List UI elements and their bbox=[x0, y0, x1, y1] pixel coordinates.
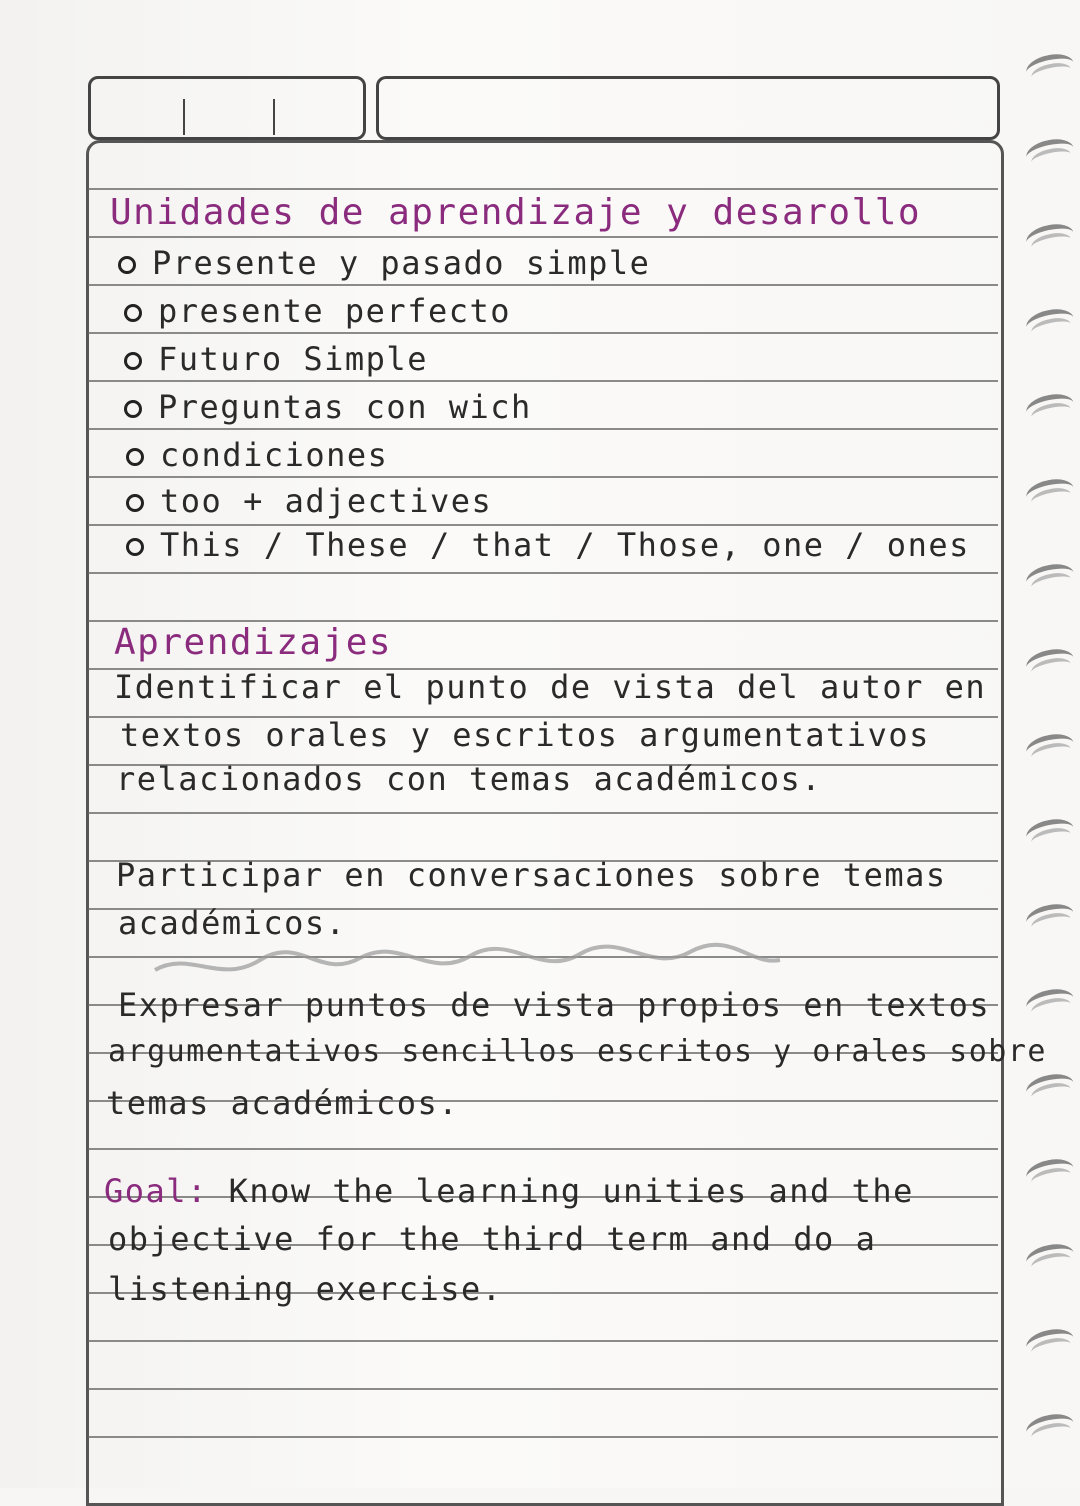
bullet-icon bbox=[126, 448, 144, 466]
learning-line: Participar en conversaciones sobre temas bbox=[116, 856, 947, 894]
units-heading: Unidades de aprendizaje y desarollo bbox=[110, 192, 922, 233]
bullet-icon bbox=[126, 538, 144, 556]
goal-line bbox=[104, 1172, 914, 1210]
unit-label: Preguntas con wich bbox=[158, 388, 532, 426]
learning-line: temas académicos. bbox=[106, 1084, 460, 1122]
unit-item bbox=[118, 244, 650, 282]
learning-line: relacionados con temas académicos. bbox=[116, 760, 823, 798]
unit-item bbox=[124, 388, 532, 426]
unit-item bbox=[126, 436, 388, 474]
bullet-icon bbox=[124, 304, 142, 322]
bullet-icon bbox=[124, 400, 142, 418]
bullet-icon bbox=[118, 256, 136, 274]
spiral-binding bbox=[1010, 40, 1080, 1460]
unit-item bbox=[124, 340, 428, 378]
unit-label: condiciones bbox=[160, 436, 389, 474]
bullet-icon bbox=[124, 352, 142, 370]
unit-label: This / These / that / Those, one / ones bbox=[160, 526, 970, 564]
unit-item bbox=[126, 482, 492, 520]
scribble-decoration bbox=[150, 930, 790, 990]
goal-text: Know the learning unities and the bbox=[228, 1172, 914, 1210]
bullet-icon bbox=[126, 494, 144, 512]
learning-line: argumentativos sencillos escritos y orales sobre bbox=[108, 1034, 1047, 1069]
title-box bbox=[376, 76, 1000, 140]
learnings-heading: Aprendizajes bbox=[114, 622, 393, 663]
learning-line: académicos. bbox=[118, 904, 347, 942]
goal-line: listening exercise. bbox=[108, 1270, 503, 1308]
unit-item bbox=[124, 292, 511, 330]
unit-label: too + adjectives bbox=[160, 482, 493, 520]
unit-label: presente perfecto bbox=[158, 292, 512, 330]
date-box bbox=[88, 76, 366, 140]
unit-label: Futuro Simple bbox=[158, 340, 428, 378]
learning-line: textos orales y escritos argumentativos bbox=[120, 716, 930, 754]
unit-item bbox=[126, 526, 970, 564]
learning-line: Identificar el punto de vista del autor en bbox=[114, 668, 987, 706]
unit-label: Presente y pasado simple bbox=[152, 244, 651, 282]
goal-line: objective for the third term and do a bbox=[108, 1220, 877, 1258]
learning-line: Expresar puntos de vista propios en textos bbox=[118, 986, 991, 1024]
goal-label: Goal: bbox=[104, 1172, 208, 1210]
